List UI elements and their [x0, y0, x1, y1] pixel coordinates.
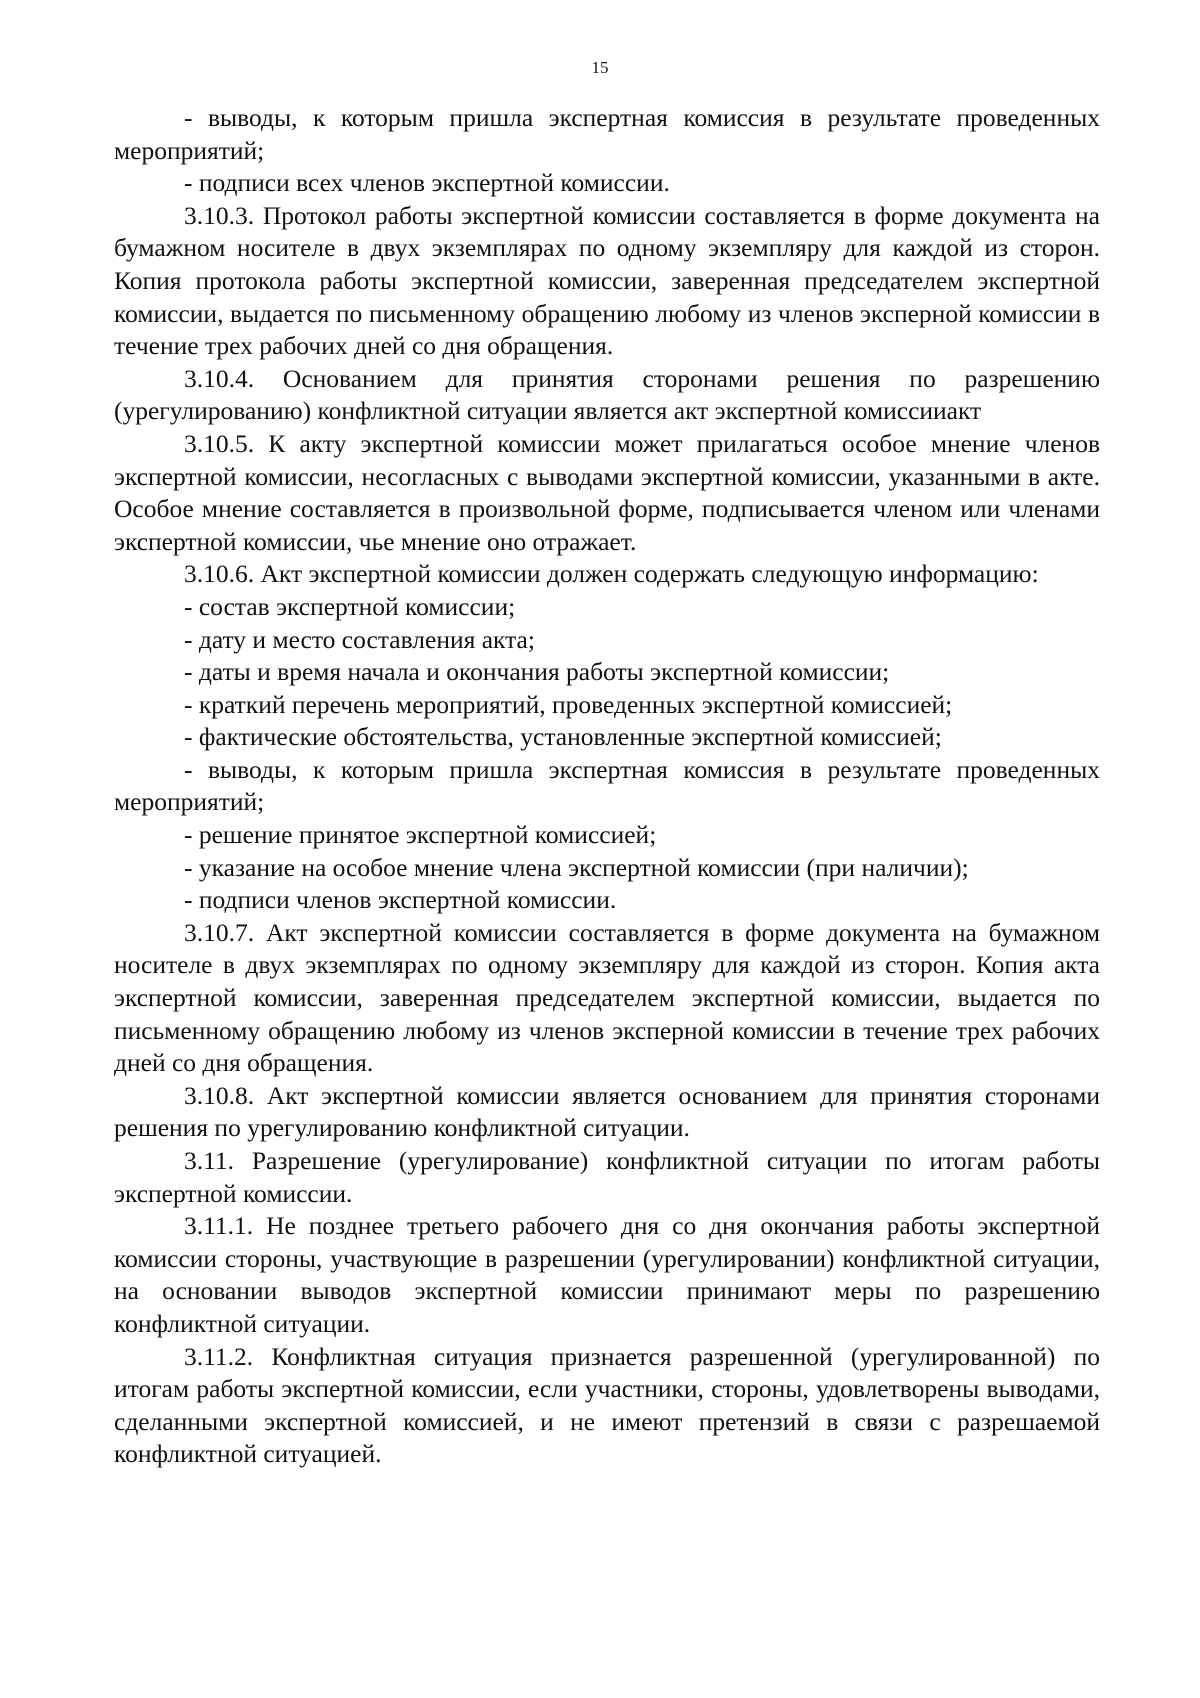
page-number: 15: [591, 58, 609, 77]
paragraph: - выводы, к которым пришла экспертная комиссия в результате проведенных мероприятий;: [114, 754, 1100, 817]
paragraph: 3.10.7. Акт экспертной комиссии составляется в форме документа на бумажном носителе в двух экземплярах по одному экземпляру для каждой из сторон. Копия акта экспертной комиссии, заверенная председателем экспертной комиссии, выдается по письменному обращению любому из членов эксперной комиссии в течение трех рабочих дней со дня обращения.: [114, 917, 1100, 1078]
paragraph: 3.10.3. Протокол работы экспертной комиссии составляется в форме документа на бумажном носителе в двух экземплярах по одному экземпляру для каждой из сторон. Копия протокола работы экспертной комиссии, заверенная председателем экспертной комиссии, выдается по письменному обращению любому из членов эксперной комиссии в течение трех рабочих дней со дня обращения.: [114, 200, 1100, 361]
paragraph: 3.10.8. Акт экспертной комиссии является основанием для принятия сторонами решения по урегулированию конфликтной ситуации.: [114, 1080, 1100, 1143]
paragraph: - дату и место составления акта;: [184, 624, 535, 654]
paragraph: 3.10.5. К акту экспертной комиссии может прилагаться особое мнение членов экспертной комиссии, несогласных с выводами экспертной комиссии, указанными в акте. Особое мнение составляется в произвольной форме, подписывается членом или членами экспертной комиссии, чье мнение оно отражает.: [114, 428, 1100, 556]
paragraph: - решение принятое экспертной комиссией;: [184, 820, 657, 850]
paragraph: 3.11.1. Не позднее третьего рабочего дня со дня окончания работы экспертной комиссии стороны, участвующие в разрешении (урегулировании) конфликтной ситуации, на основании выводов экспертной комиссии принимают меры по разрешению конфликтной ситуации.: [114, 1211, 1100, 1338]
paragraph: - даты и время начала и окончания работы экспертной комиссии;: [184, 657, 890, 687]
paragraph: 3.10.6. Акт экспертной комиссии должен содержать следующую информацию:: [184, 559, 1039, 589]
paragraph: 3.10.4. Основанием для принятия сторонами решения по разрешению (урегулированию) конфликтной ситуации является акт экспертной комиссииакт: [114, 363, 1100, 426]
paragraph: - краткий перечень мероприятий, проведенных экспертной комиссией;: [184, 689, 953, 719]
paragraph: - подписи членов экспертной комиссии.: [184, 885, 617, 915]
paragraph: - указание на особое мнение члена экспертной комиссии (при наличии);: [184, 852, 969, 882]
paragraph: 3.11.2. Конфликтная ситуация признается разрешенной (урегулированной) по итогам работы экспертной комиссии, если участники, стороны, удовлетворены выводами, сделанными экспертной комиссией, и не имеют претензий в связи с разрешаемой конфликтной ситуацией.: [114, 1341, 1100, 1469]
paragraph: 3.11. Разрешение (урегулирование) конфликтной ситуации по итогам работы экспертной комиссии.: [114, 1146, 1100, 1208]
paragraph: - состав экспертной комиссии;: [184, 591, 516, 621]
document-body: [114, 102, 1100, 1471]
paragraph: - подписи всех членов экспертной комиссии.: [184, 168, 670, 198]
paragraph: - выводы, к которым пришла экспертная комиссия в результате проведенных мероприятий;: [114, 103, 1100, 165]
paragraph: - фактические обстоятельства, установленные экспертной комиссией;: [184, 722, 942, 752]
